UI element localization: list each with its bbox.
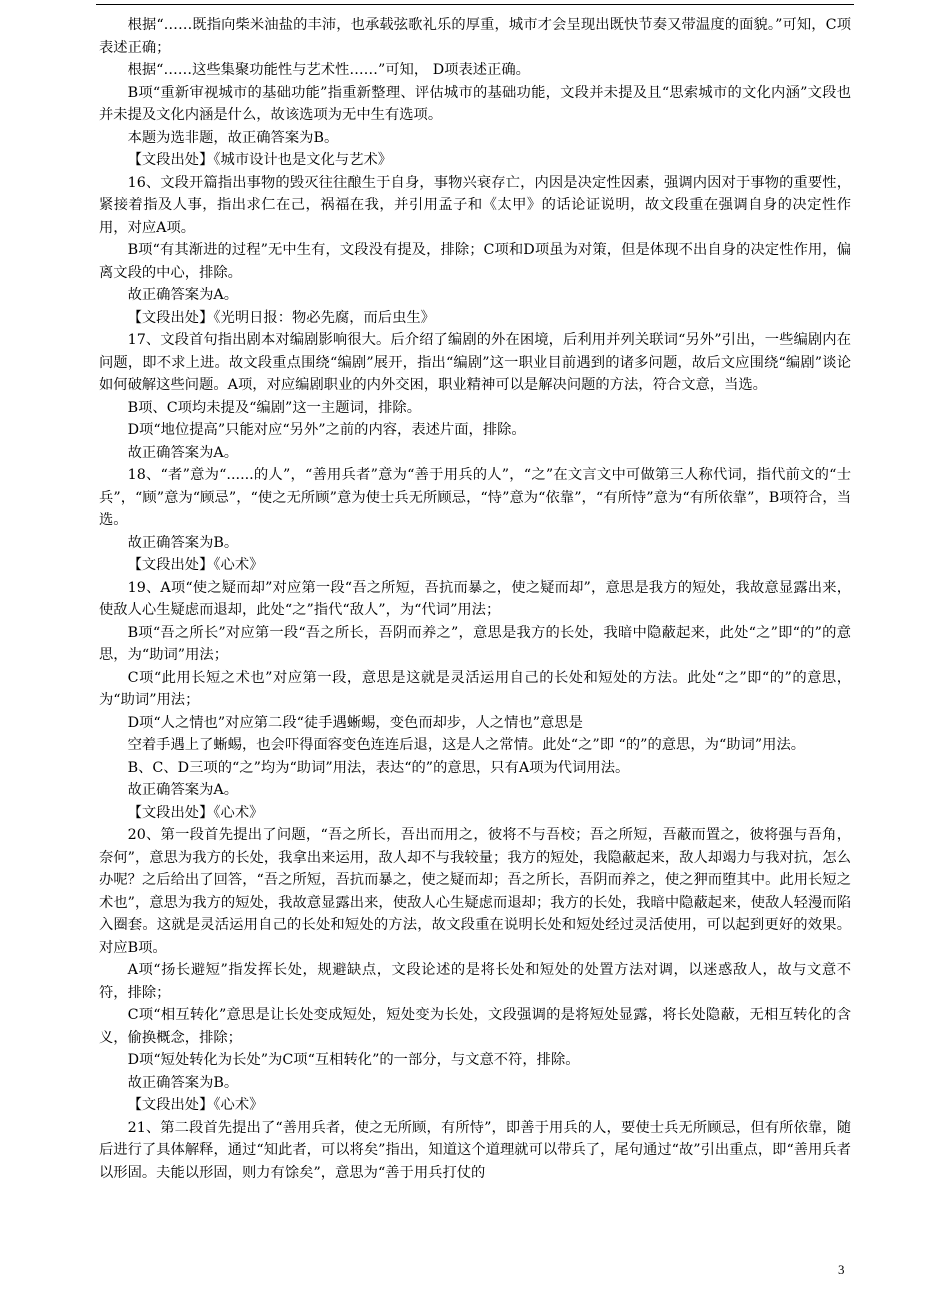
source-citation: 【文段出处】《光明日报：物必先腐，而后虫生》 <box>127 309 435 326</box>
source-citation: 【文段出处】《心术》 <box>127 1097 264 1113</box>
paragraph: B项、C项均未提及“编剧”这一主题词，排除。 <box>127 399 421 416</box>
paragraph: D项“短处转化为长处”为C项“互相转化”的一部分，与文意不符，排除。 <box>127 1052 580 1068</box>
answer-explanation-body <box>99 14 851 1184</box>
paragraph: B项“吾之所长”对应第一段“吾之所长，吾阴而养之”，意思是我方的长处，我暗中隐蔽起来，此处“之”即“的”的意思，为“助词”用法； <box>99 624 851 663</box>
paragraph: B项“有其渐进的过程”无中生有，文段没有提及，排除；C项和D项虽为对策，但是体现不出自身的决定性作用，偏离文段的中心，排除。 <box>99 242 851 281</box>
paragraph: 根据“……这些集聚功能性与艺术性……”可知， D项表述正确。 <box>127 62 530 78</box>
source-citation: 【文段出处】《心术》 <box>127 804 264 821</box>
paragraph: D项“人之情也”对应第二段“徒手遇蜥蜴，变色而却步，人之情也”意思是 <box>127 714 583 731</box>
paragraph: 故正确答案为A。 <box>127 444 238 461</box>
paragraph: 根据“……既指向柴米油盐的丰沛，也承载弦歌礼乐的厚重，城市才会呈现出既快节奏又带温度的面貌。”可知，C项表述正确； <box>99 17 851 56</box>
question-18-explanation: 18、“者”意为“......的人”，“善用兵者”意为“善于用兵的人”，“之”在文言文中可做第三人称代词，指代前文的“士兵”，“顾”意为“顾忌”，“使之无所顾”意为使士兵无所顾忌，“恃”意为“依靠”，“有所恃”意为“有所依靠”，B项符合，当选。 <box>99 467 851 528</box>
source-citation: 【文段出处】《心术》 <box>127 557 264 573</box>
question-17-explanation: 17、文段首句指出剧本对编剧影响很大。后介绍了编剧的外在困境，后利用并列关联词“另外”引出，一些编剧内在问题，即不求上进。故文段重点围绕“编剧”展开，指出“编剧”这一职业目前遇到的诸多问题，故后文应围绕“编剧”谈论如何破解这些问题。A项，对应编剧职业的内外交困，职业精神可以是解决问题的方法，符合文意，当选。 <box>99 332 851 393</box>
paragraph: 本题为选非题，故正确答案为B。 <box>127 129 339 146</box>
paragraph: 故正确答案为A。 <box>127 782 238 798</box>
paragraph: B、C、D三项的“之”均为“助词”用法，表达“的”的意思，只有A项为代词用法。 <box>127 759 630 776</box>
paragraph: B项“重新审视城市的基础功能”指重新整理、评估城市的基础功能，文段并未提及且“思索城市的文化内涵”文段也并未提及文化内涵是什么，故该选项为无中生有选项。 <box>99 84 851 123</box>
paragraph: C项“此用长短之术也”对应第一段，意思是这就是灵活运用自己的长处和短处的方法。此处“之”即“的”的意思，为“助词”用法； <box>99 669 851 708</box>
paragraph: D项“地位提高”只能对应“另外”之前的内容，表述片面，排除。 <box>127 422 526 438</box>
paragraph: A项“扬长避短”指发挥长处，规避缺点，文段论述的是将长处和短处的处置方法对调，以迷惑敌人，故与文意不符，排除； <box>99 962 851 1001</box>
paragraph: C项“相互转化”意思是让长处变成短处，短处变为长处，文段强调的是将短处显露，将长处隐蔽，无相互转化的含义，偷换概念，排除； <box>99 1007 851 1046</box>
question-20-explanation: 20、第一段首先提出了问题，“吾之所长，吾出而用之，彼将不与吾校；吾之所短，吾蔽而置之，彼将强与吾角，奈何”，意思为我方的长处，我拿出来运用，敌人却不与我较量；我方的短处，我隐蔽起来，敌人却竭力与我对抗，怎么办呢？之后给出了回答，“吾之所短，吾抗而暴之，使之疑而却；吾之所长，吾阴而养之，使之狎而堕其中。此用长短之术也”，意思为我方的短处，我故意显露出来，使敌人心生疑虑而退却；我方的长处，我暗中隐蔽起来，使敌人轻漫而陷入圈套。这就是灵活运用自己的长处和短处的方法，故文段重在说明长处和短处经过灵活使用，可以起到更好的效果。对应B项。 <box>99 827 851 956</box>
question-21-explanation: 21、第二段首先提出了“善用兵者，使之无所顾，有所恃”，即善于用兵的人，要使士兵无所顾忌，但有所依靠，随后进行了具体解释，通过“知此者，可以将矣”指出，知道这个道理就可以带兵了，尾句通过“故”引出重点，即“善用兵者以形固。夫能以形固，则力有馀矣”，意思为“善于用兵打仗的 <box>99 1119 851 1181</box>
paragraph: 故正确答案为A。 <box>127 287 238 303</box>
paragraph: 故正确答案为B。 <box>127 1074 239 1091</box>
source-citation: 【文段出处】《城市设计也是文化与艺术》 <box>127 152 393 168</box>
paragraph: 空着手遇上了蜥蜴，也会吓得面容变色连连后退，这是人之常情。此处“之”即 “的”的意思，为“助词”用法。 <box>127 737 806 753</box>
question-19-explanation: 19、A项“使之疑而却”对应第一段“吾之所短，吾抗而暴之，使之疑而却”，意思是我方的短处，我故意显露出来，使敌人心生疑虑而退却，此处“之”指代“敌人”，为“代词”用法； <box>99 579 851 618</box>
page-number: 3 <box>838 1262 845 1277</box>
header-rule <box>96 4 854 5</box>
question-16-explanation: 16、文段开篇指出事物的毁灭往往酿生于自身，事物兴衰存亡，内因是决定性因素，强调内因对于事物的重要性，紧接着指及人事，指出求仁在己，祸福在我，并引用孟子和《太甲》的话论证说明，故文段重在强调自身的决定性作用，对应A项。 <box>99 174 851 236</box>
paragraph: 故正确答案为B。 <box>127 534 239 551</box>
